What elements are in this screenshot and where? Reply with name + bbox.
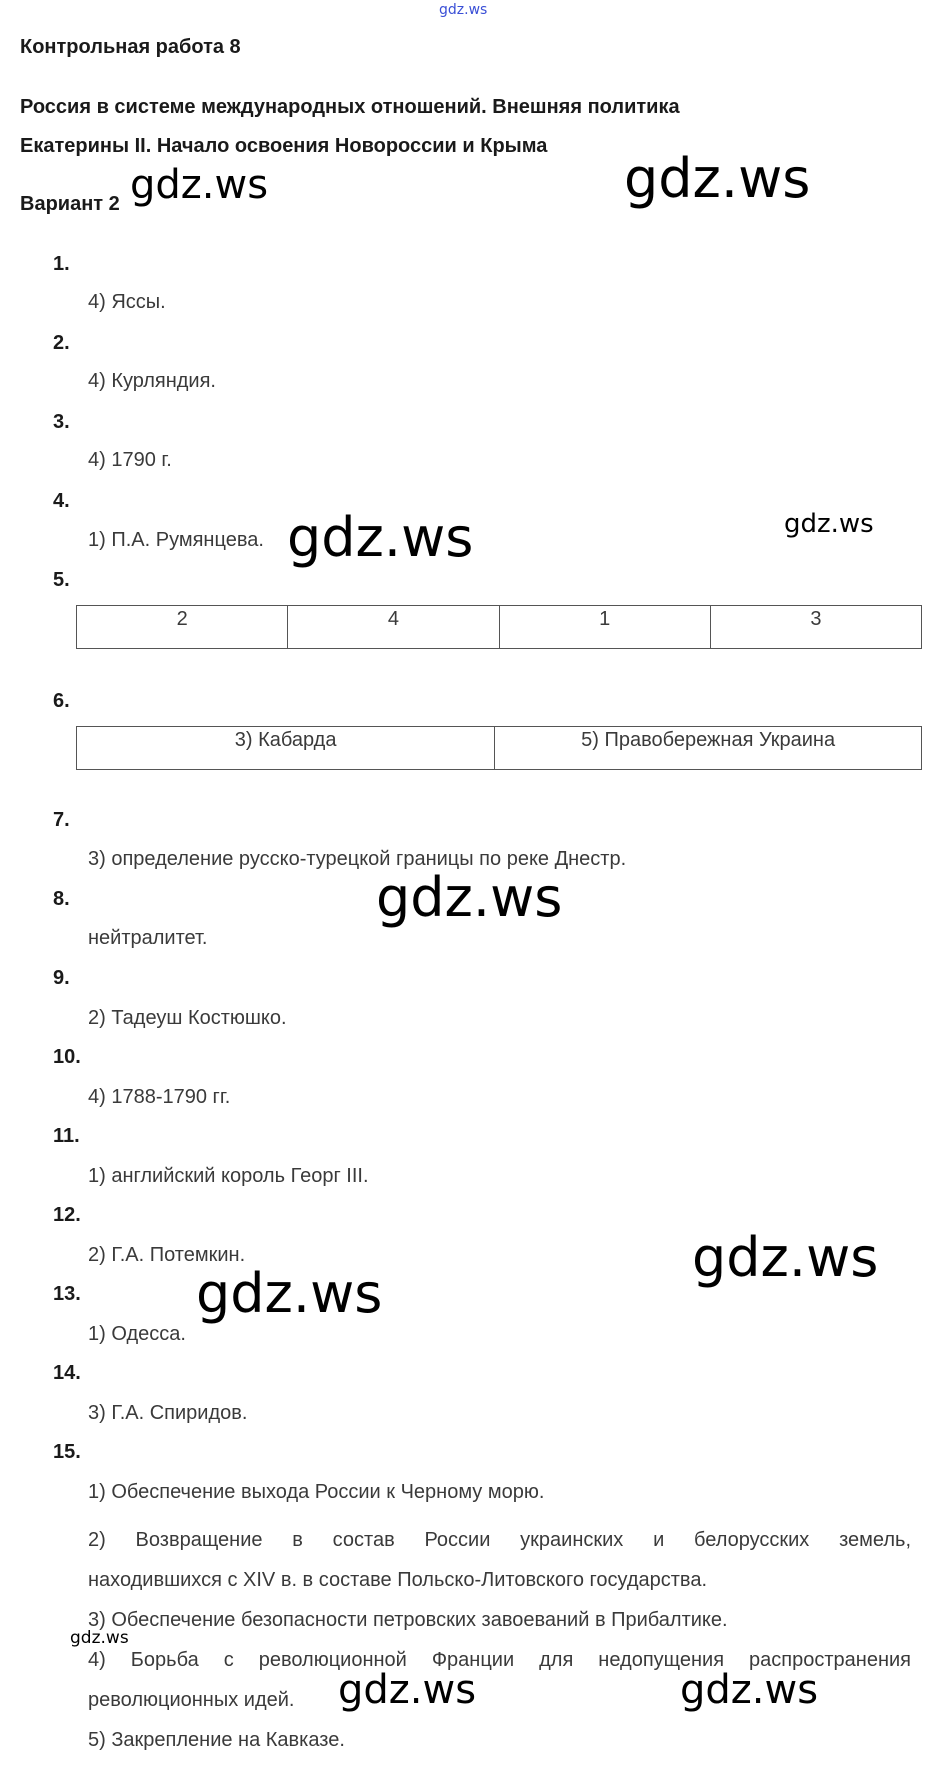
- answer-text: 4) 1788-1790 гг.: [88, 1086, 231, 1108]
- question-number: 9.: [53, 967, 70, 989]
- answer-text: 2) Тадеуш Костюшко.: [88, 1007, 287, 1029]
- question-number: 7.: [53, 809, 70, 831]
- list-item-continuation: находившихся с XIV в. в составе Польско-Литовского государства.: [88, 1569, 707, 1591]
- watermark: gdz.ws: [196, 1262, 383, 1325]
- table-cell: 4: [288, 606, 499, 649]
- list-item: 2) Возвращение в состав России украинских и белорусских земель,: [88, 1529, 911, 1551]
- question-number: 4.: [53, 490, 70, 512]
- question-number: 13.: [53, 1283, 81, 1305]
- question-number: 12.: [53, 1204, 81, 1226]
- list-item: 3) Обеспечение безопасности петровских завоеваний в Прибалтике.: [88, 1609, 728, 1631]
- answer-text: 1) П.А. Румянцева.: [88, 529, 264, 551]
- question-number: 8.: [53, 888, 70, 910]
- answer-text: 1) Одесса.: [88, 1323, 186, 1345]
- answer-text: 4) 1790 г.: [88, 449, 172, 471]
- question-number: 6.: [53, 690, 70, 712]
- question-number: 14.: [53, 1362, 81, 1384]
- answer-text: 4) Яссы.: [88, 291, 166, 313]
- answer-text: 2) Г.А. Потемкин.: [88, 1244, 246, 1266]
- question-number: 10.: [53, 1046, 81, 1068]
- list-item: 4) Борьба с революционной Франции для недопущения распространения: [88, 1649, 911, 1671]
- answer-text: 3) определение русско-турецкой границы по реке Днестр.: [88, 848, 627, 870]
- table-cell: 1: [499, 606, 710, 649]
- topic-line-1: Россия в системе международных отношений. Внешняя политика: [20, 96, 680, 118]
- question-number: 5.: [53, 569, 70, 591]
- table-cell: 3: [710, 606, 921, 649]
- answer-table-q5: [76, 605, 922, 649]
- watermark: gdz.ws: [692, 1226, 879, 1289]
- watermark: gdz.ws: [287, 506, 474, 569]
- table-cell: 2: [77, 606, 288, 649]
- watermark: gdz.ws: [130, 162, 269, 208]
- table-cell: 5) Правобережная Украина: [495, 727, 922, 770]
- answer-text: 1) английский король Георг III.: [88, 1165, 369, 1187]
- list-item-continuation: революционных идей.: [88, 1689, 295, 1711]
- list-item: 1) Обеспечение выхода России к Черному морю.: [88, 1481, 545, 1503]
- watermark: gdz.ws: [624, 147, 811, 210]
- question-number: 11.: [53, 1125, 80, 1147]
- answer-table-q6: [76, 726, 922, 770]
- watermark: gdz.ws: [338, 1667, 477, 1713]
- topic-line-2: Екатерины II. Начало освоения Новороссии и Крыма: [20, 135, 548, 157]
- question-number: 15.: [53, 1441, 81, 1463]
- answer-text: 3) Г.А. Спиридов.: [88, 1402, 248, 1424]
- watermark: gdz.ws: [784, 509, 874, 539]
- work-title: Контрольная работа 8: [20, 36, 241, 58]
- watermark: gdz.ws: [680, 1667, 819, 1713]
- table-cell: 3) Кабарда: [77, 727, 495, 770]
- answer-text: нейтралитет.: [88, 927, 208, 949]
- variant-label: Вариант 2: [20, 193, 120, 215]
- watermark: gdz.ws: [376, 866, 563, 929]
- question-number: 3.: [53, 411, 70, 433]
- watermark-top: gdz.ws: [439, 2, 488, 18]
- watermark: gdz.ws: [70, 1628, 129, 1648]
- question-number: 2.: [53, 332, 70, 354]
- answer-text: 4) Курляндия.: [88, 370, 216, 392]
- question-number: 1.: [53, 253, 70, 275]
- list-item: 5) Закрепление на Кавказе.: [88, 1729, 345, 1751]
